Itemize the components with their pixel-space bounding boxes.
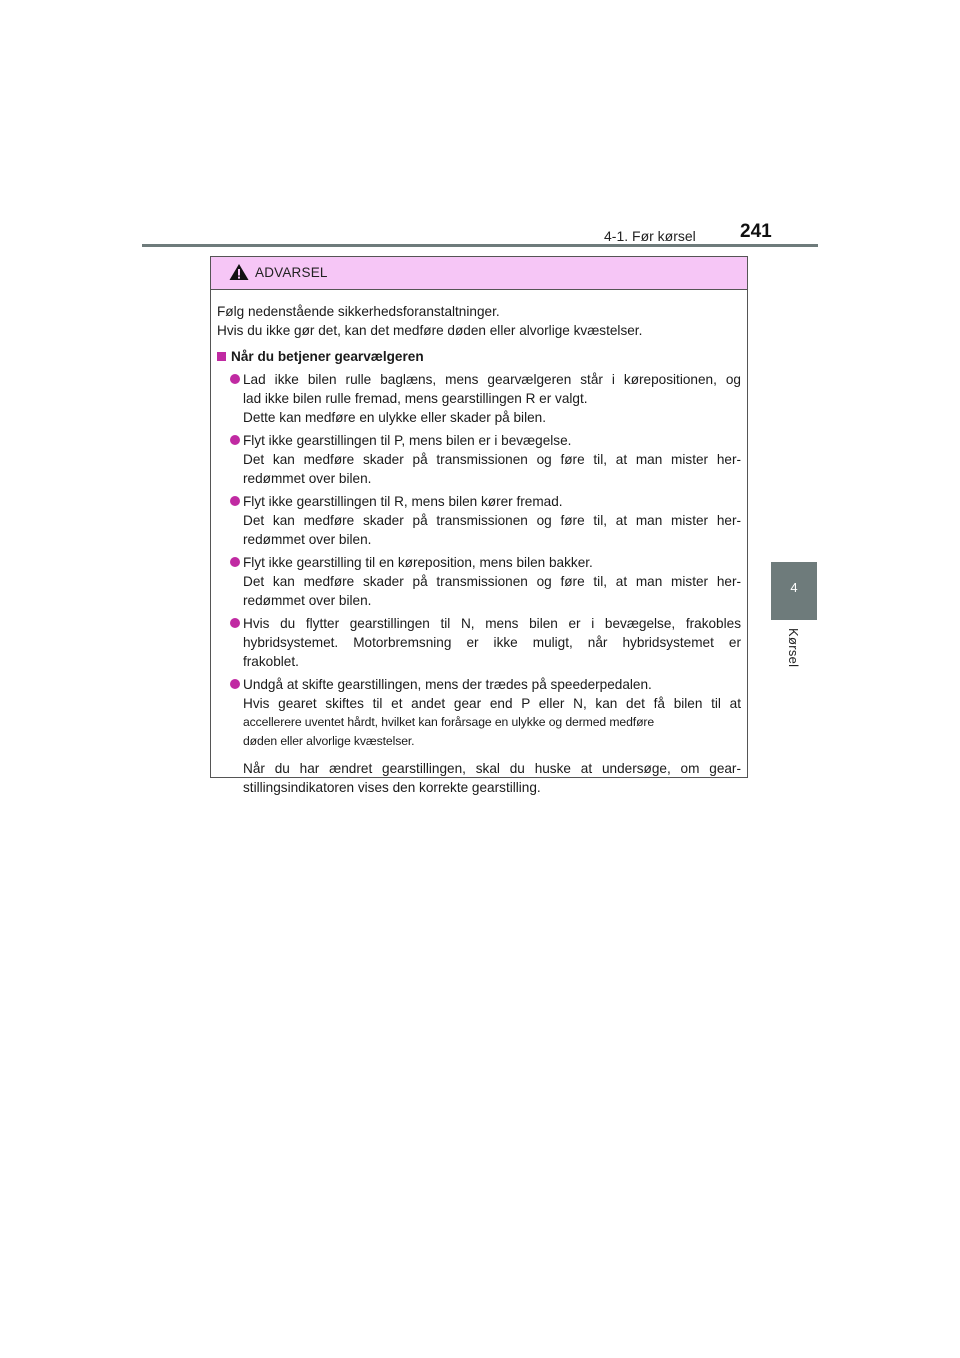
- item-line: Det kan medføre skader på transmissionen og føre til, at man mister her-: [243, 452, 741, 467]
- warning-item: [217, 431, 741, 488]
- page-number: 241: [740, 221, 772, 242]
- section-title: 4-1. Før kørsel: [604, 228, 696, 244]
- bullet-dot-icon: [230, 496, 240, 506]
- warning-body: [211, 290, 747, 807]
- warning-item: [217, 553, 741, 610]
- warning-intro-line: Hvis du ikke gør det, kan det medføre døden eller alvorlige kvæstelser.: [217, 323, 643, 338]
- item-line: Dette kan medføre en ulykke eller skader på bilen.: [243, 410, 546, 425]
- note-line: Når du har ændret gearstillingen, skal du huske at undersøge, om gear-: [243, 761, 741, 776]
- warning-box: [210, 256, 748, 795]
- chapter-tab: [771, 562, 817, 620]
- item-line: Flyt ikke gearstilling til en køreposition, mens bilen bakker.: [243, 555, 593, 570]
- warning-header: [211, 257, 747, 290]
- item-line: hybridsystemet. Motorbremsning er ikke muligt, når hybridsystemet er: [243, 635, 741, 650]
- warning-item: [217, 675, 741, 751]
- item-line: redømmet over bilen.: [243, 593, 372, 608]
- item-line: Hvis du flytter gearstillingen til N, mens bilen er i bevægelse, frakobles: [243, 616, 741, 631]
- chapter-number: 4: [790, 580, 798, 595]
- square-bullet-icon: [217, 352, 226, 361]
- bullet-dot-icon: [230, 435, 240, 445]
- bullet-dot-icon: [230, 679, 240, 689]
- warning-item: [217, 370, 741, 427]
- item-line: redømmet over bilen.: [243, 532, 372, 547]
- bullet-dot-icon: [230, 557, 240, 567]
- item-line: Flyt ikke gearstillingen til P, mens bilen er i bevægelse.: [243, 433, 572, 448]
- item-line: redømmet over bilen.: [243, 471, 372, 486]
- item-line: frakoblet.: [243, 654, 299, 669]
- item-line: Det kan medføre skader på transmissionen og føre til, at man mister her-: [243, 574, 741, 589]
- item-line: Lad ikke bilen rulle baglæns, mens gearvælgeren står i kørepositionen, og: [243, 372, 741, 387]
- warning-note: [217, 759, 741, 797]
- warning-title: ADVARSEL: [255, 265, 328, 280]
- item-line: døden eller alvorlige kvæstelser.: [243, 734, 415, 748]
- item-line: accellerere uventet hårdt, hvilket kan forårsage en ulykke og dermed medføre: [243, 715, 655, 729]
- item-line: lad ikke bilen rulle fremad, mens gearstillingen R er valgt.: [243, 391, 588, 406]
- bullet-dot-icon: [230, 618, 240, 628]
- warning-intro-line: Følg nedenstående sikkerhedsforanstaltninger.: [217, 304, 500, 319]
- section-heading: [217, 347, 741, 366]
- chapter-label: Kørsel: [786, 628, 801, 668]
- header-rule: [142, 244, 818, 247]
- bullet-dot-icon: [230, 374, 240, 384]
- item-line: Det kan medføre skader på transmissionen og føre til, at man mister her-: [243, 513, 741, 528]
- warning-item: [217, 614, 741, 671]
- note-line: stillingsindikatoren vises den korrekte gearstilling.: [243, 780, 541, 795]
- item-line: Flyt ikke gearstillingen til R, mens bilen kører fremad.: [243, 494, 563, 509]
- item-line: Undgå at skifte gearstillingen, mens der trædes på speederpedalen.: [243, 677, 652, 692]
- warning-triangle-icon: [229, 263, 249, 281]
- section-heading-text: Når du betjener gearvælgeren: [231, 349, 424, 364]
- warning-item: [217, 492, 741, 549]
- item-line: Hvis gearet skiftes til et andet gear end P eller N, kan det få bilen til at: [243, 696, 741, 711]
